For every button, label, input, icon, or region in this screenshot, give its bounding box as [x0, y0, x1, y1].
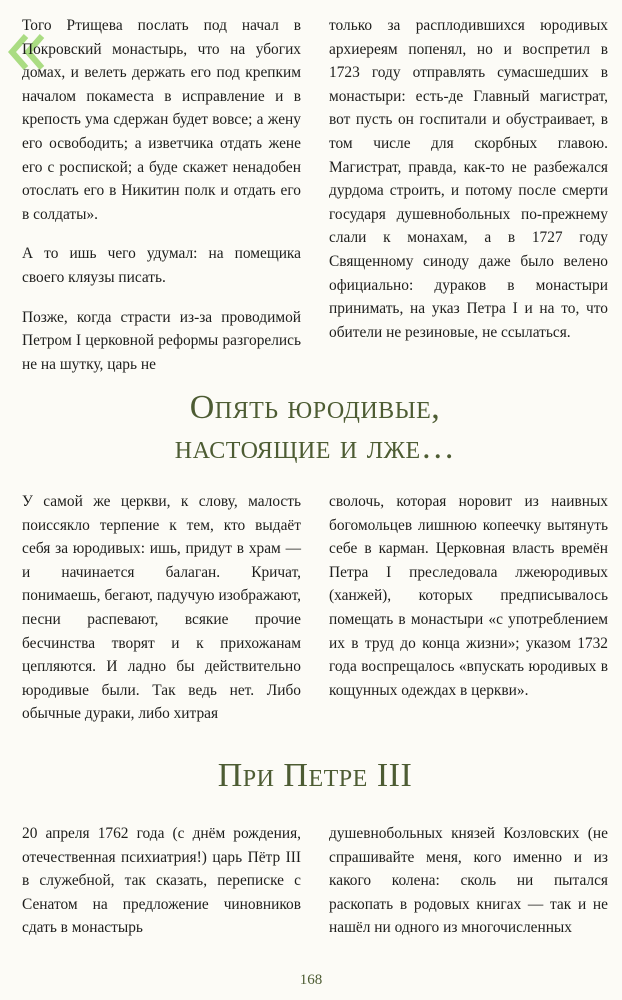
paragraph: сволочь, которая норовит из наивных богомольцев лишнюю копеечку вытянуть себе в карман. Церковная власть времён Петра I преследовала лжеюродивых (ханжей), которых предписывалось помещать в монастыри «с употреблением их в труд до конца жизни»; указом 1732 года воспрещалось «впускать юродивых в кощунных одеждах в церкви».	[329, 493, 608, 699]
column-right	[329, 14, 608, 376]
section-heading-2	[22, 756, 608, 796]
two-column-text	[22, 490, 608, 726]
paragraph: душевнобольных князей Козловских (не спрашивайте меня, кого именно и из какого колена: сколь ни пытался раскопать в родовых книгах — так и не нашёл ни одного из многочисленных	[329, 825, 608, 937]
section-heading-1	[22, 388, 608, 468]
paragraph: У самой же церкви, к слову, малость поиссякло терпение к тем, кто выдаёт себя за юродивых: ишь, придут в храм — и начинается балаган. Кричат, понимаешь, бегают, падучую изображают, песни распевают, всякие прочие бесчинства творят и к прихожанам цепляются. И ладно бы действительно юродивые были. Так ведь нет. Либо обычные дураки, либо хитрая	[22, 493, 301, 723]
column-left	[22, 822, 301, 940]
heading-line: Опять юродивые,	[189, 389, 441, 426]
column-left	[22, 490, 301, 726]
column-left	[22, 14, 301, 376]
section-3	[22, 822, 608, 940]
heading-line: При Петре III	[217, 757, 413, 794]
paragraph: только за расплодившихся юродивых архиереям попенял, но и воспретил в 1723 году отправлять сумасшедших в монастыри: есть-де Главный магистрат, вот пусть он госпитали и обустраивает, в том числе для скорбных главою. Магистрат, правда, как-то не разбежался дурдома строить, и потому после смерти государя душевнобольных по-прежнему слали к монахам, а в 1727 году Священному синоду даже было велено официально: дураков в монастыри принимать, на указ Петра I и на то, что обители не резиновые, не ссылаться.	[329, 17, 608, 341]
two-column-text	[22, 822, 608, 940]
paragraph: А то ишь чего удумал: на помещика своего кляузы писать.	[22, 245, 301, 286]
column-right	[329, 490, 608, 726]
page-number: 168	[299, 972, 323, 988]
paragraph: Позже, когда страсти из-за проводимой Петром I церковной реформы разгорелись не на шутку, царь не	[22, 308, 301, 373]
section-1	[22, 14, 608, 376]
two-column-text	[22, 14, 608, 376]
paragraph: Того Ртищева послать под начал в Покровский монастырь, что на убогих домах, и велеть держать его под крепким началом покаместа в исправление и в крепость ума сдержан будет вовсе; а жену его освободить; а изветчика отдать жене его с роспиской; а буде скажет ненадобен отослать его в Никитин полк и отдать его в солдаты».	[22, 17, 301, 223]
section-2	[22, 490, 608, 726]
column-right	[329, 822, 608, 940]
heading-line: настоящие и лже…	[174, 429, 456, 466]
paragraph: 20 апреля 1762 года (с днём рождения, отечественная психиатрия!) царь Пётр III в служебной, так сказать, переписке с Сенатом на предложение чиновников сдать в монастырь	[22, 825, 301, 937]
